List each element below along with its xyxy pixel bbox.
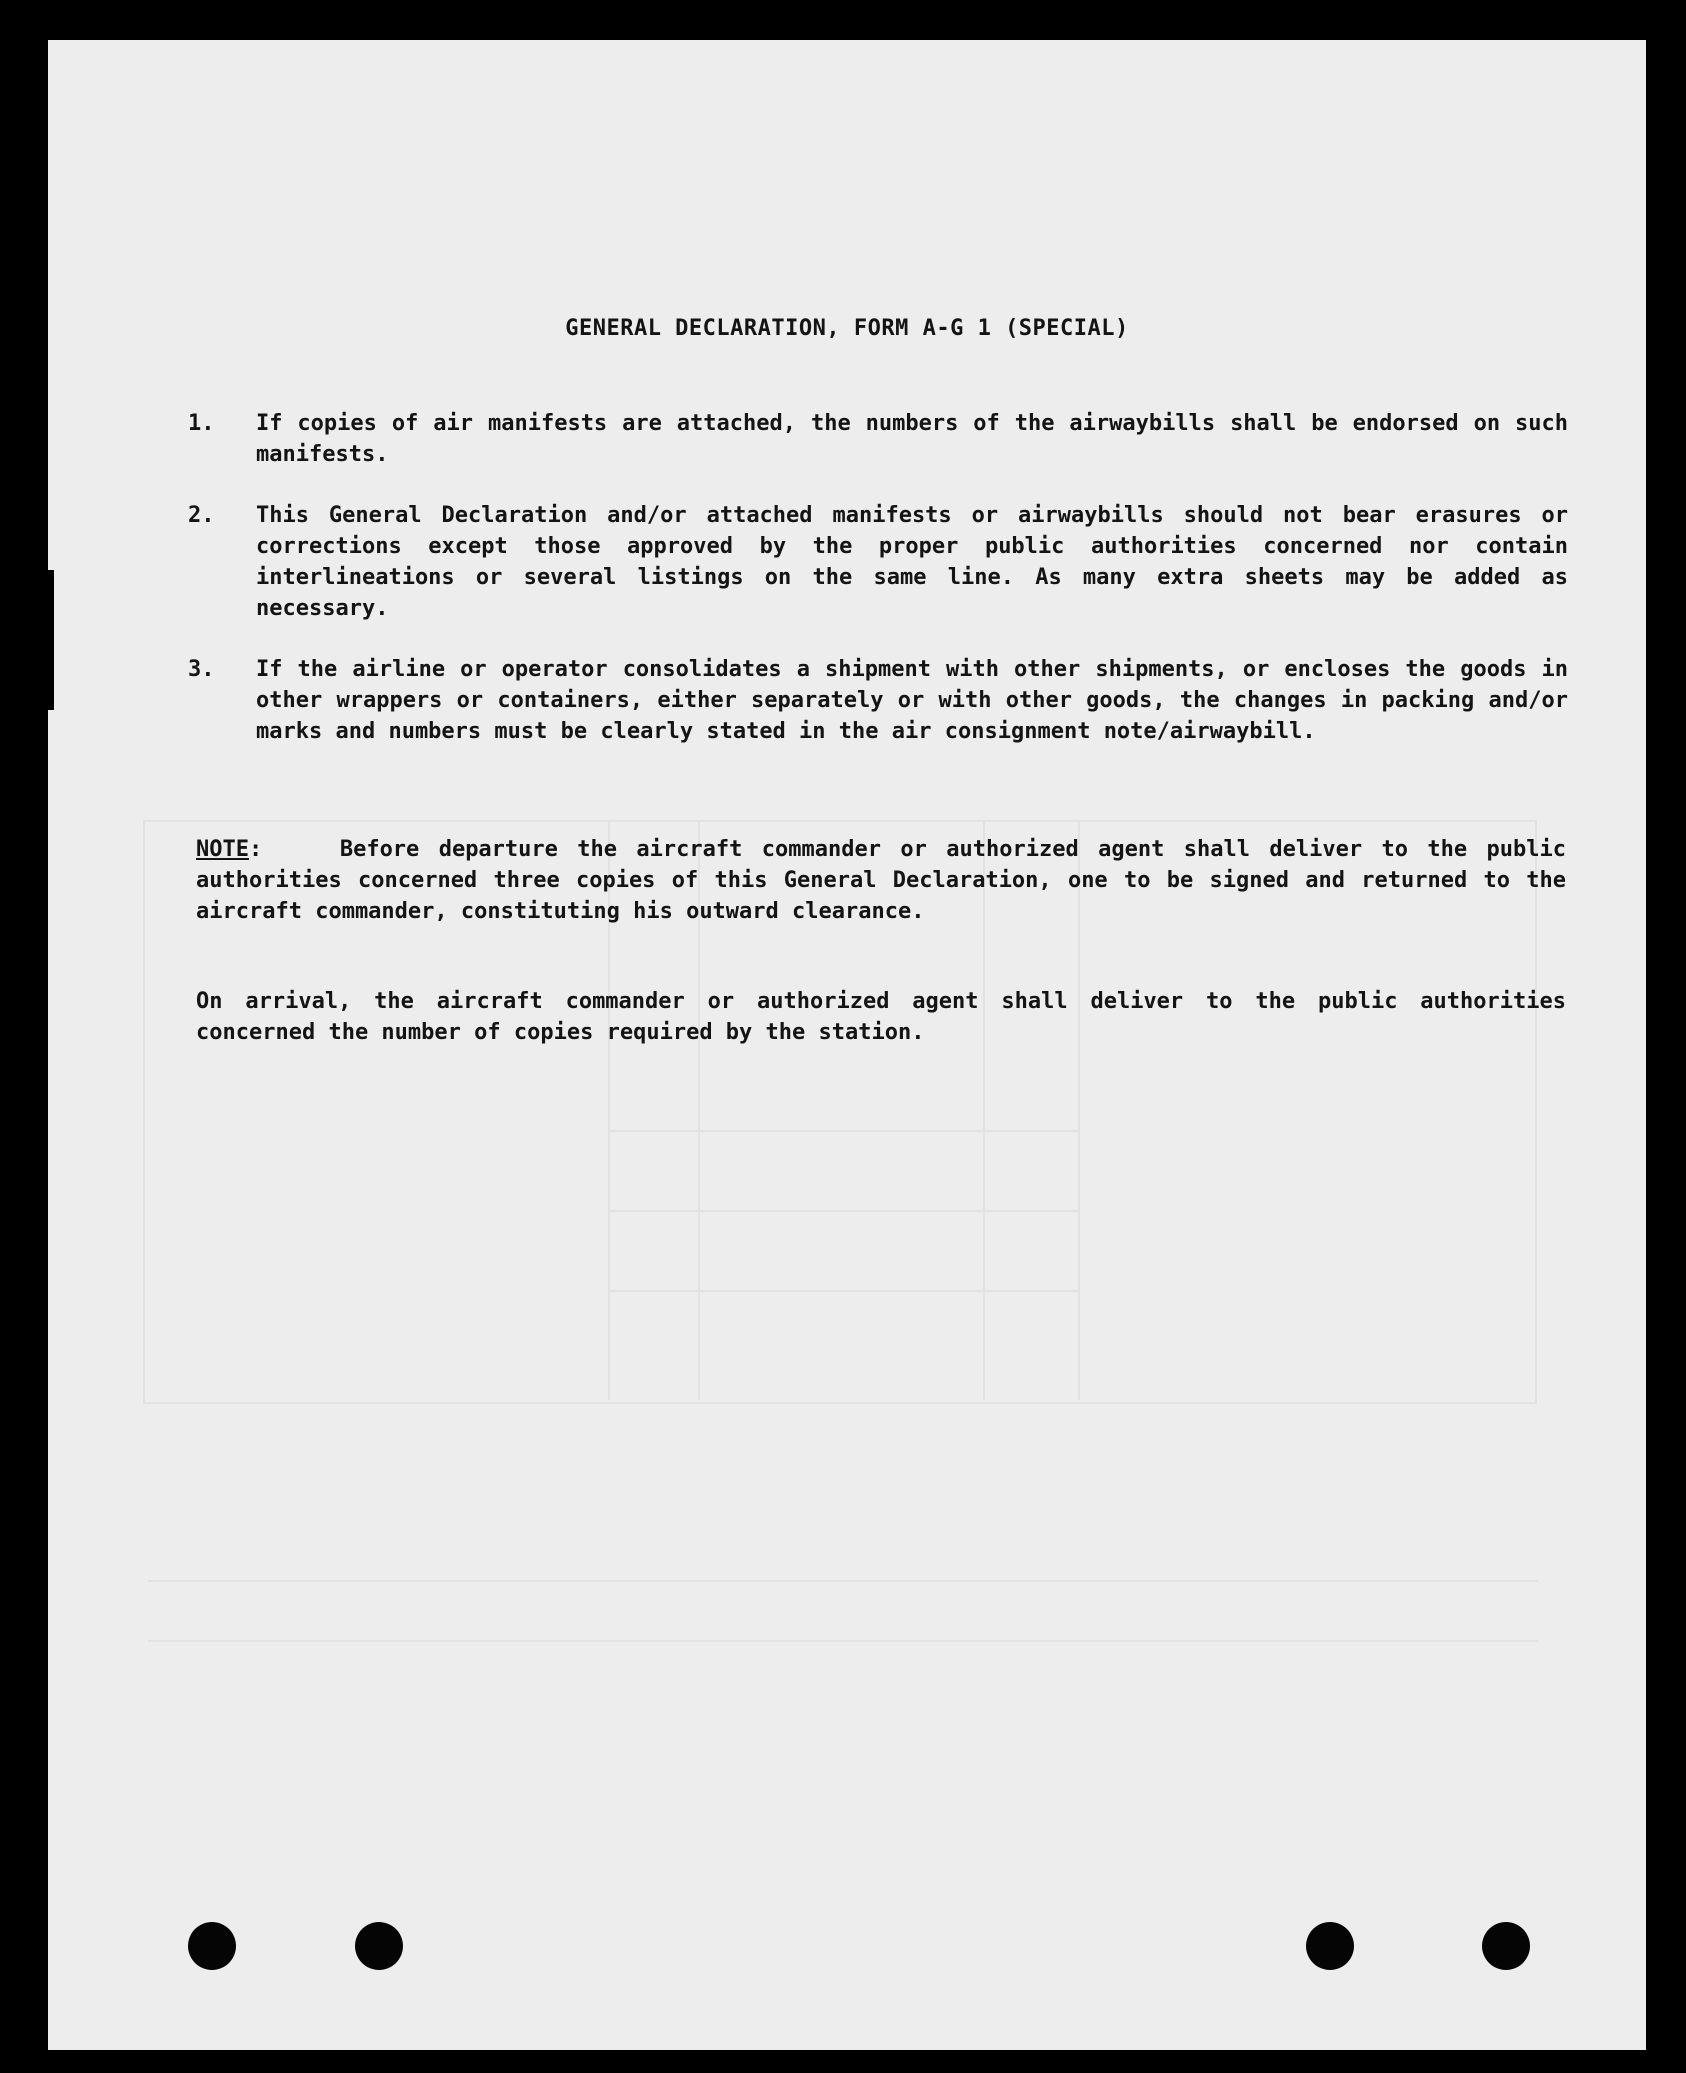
bleed-through-rule — [148, 1640, 1538, 1642]
note-label: NOTE — [196, 837, 249, 862]
instruction-number: 3. — [188, 657, 215, 682]
note-colon: : — [248, 837, 263, 862]
note-text: Before departure the aircraft commander or authorized agent shall deliver to the public authorities concerned three copies of this General Declaration, one to be signed and returned to the aircraft commander, constituting his outward clearance. — [196, 837, 1566, 924]
bleed-through-rule — [608, 1210, 1078, 1212]
instruction-text: If copies of air manifests are attached, the numbers of the airwaybills shall be endorsed on such manifests. — [256, 411, 1568, 467]
instruction-number: 2. — [188, 503, 215, 528]
instruction-text: This General Declaration and/or attached manifests or airwaybills should not bear erasures or corrections except those approved by the proper public authorities concerned nor contain interlineations or several listings on the same line. As many extra sheets may be added as necessary. — [256, 503, 1568, 621]
instruction-item — [188, 408, 1568, 470]
bleed-through-rule — [608, 1290, 1078, 1292]
page-edge-notch — [48, 570, 54, 710]
instruction-item — [188, 654, 1568, 747]
instruction-text: If the airline or operator consolidates a shipment with other shipments, or encloses the goods in other wrappers or containers, either separately or with other goods, the changes in packing and/or marks and numbers must be clearly stated in the air consignment note/airwaybill. — [256, 657, 1568, 744]
bleed-through-rule — [608, 1130, 1078, 1132]
punch-hole — [188, 1922, 236, 1970]
arrival-paragraph: On arrival, the aircraft commander or authorized agent shall deliver to the public authorities concerned the number of copies required by the station. — [196, 989, 1566, 1045]
punch-hole — [1306, 1922, 1354, 1970]
punch-hole — [1482, 1922, 1530, 1970]
instruction-number: 1. — [188, 411, 215, 436]
bleed-through-rule — [148, 1580, 1538, 1582]
departure-note — [196, 834, 1566, 927]
instruction-list — [188, 408, 1568, 777]
instruction-item — [188, 500, 1568, 624]
scanned-page — [48, 40, 1646, 2050]
punch-hole — [355, 1922, 403, 1970]
form-title: GENERAL DECLARATION, FORM A-G 1 (SPECIAL) — [565, 316, 1129, 341]
